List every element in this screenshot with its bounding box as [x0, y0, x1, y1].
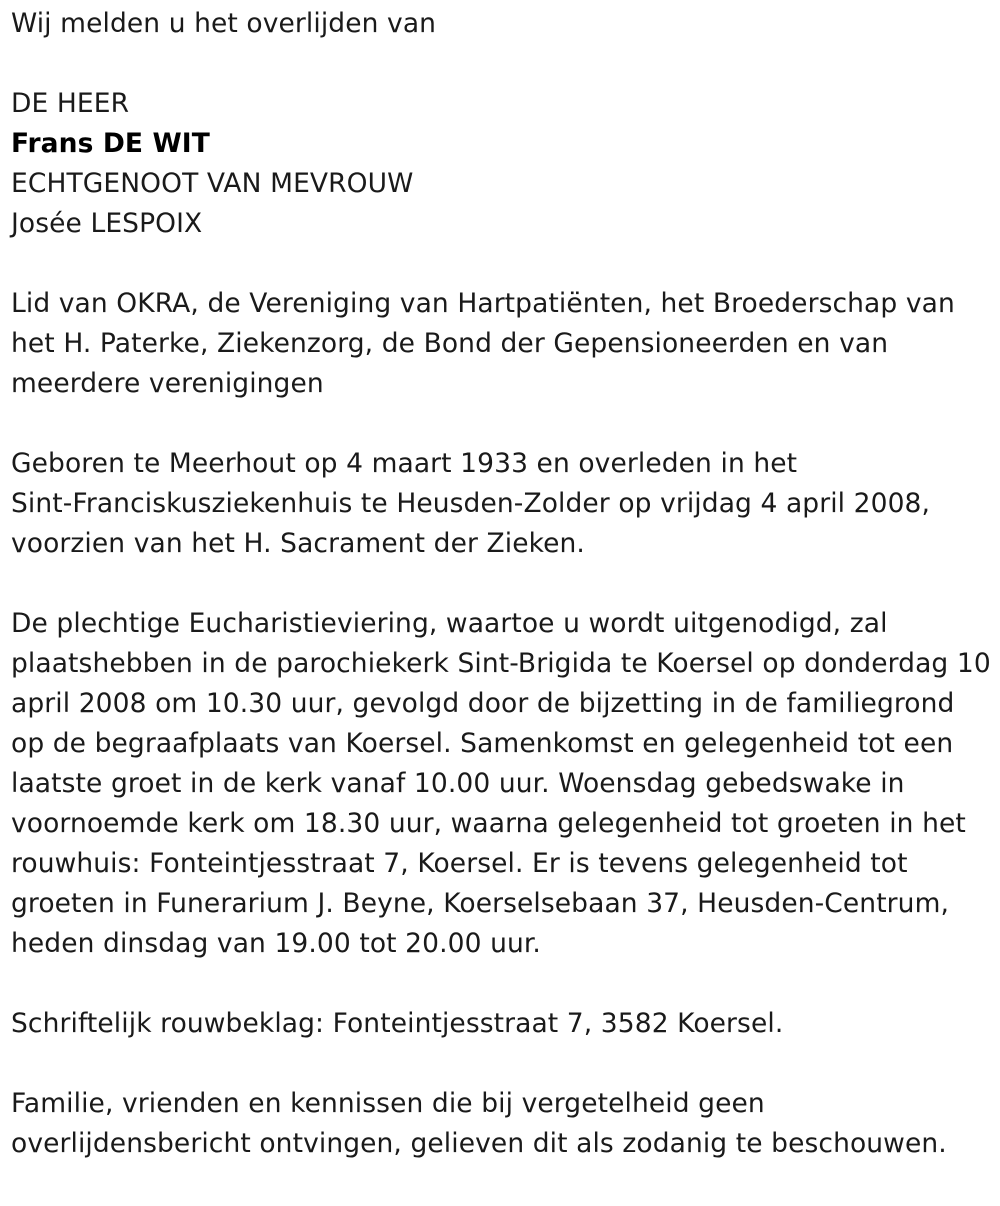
spacer [11, 244, 991, 284]
paragraph-line: Sint-Franciskusziekenhuis te Heusden-Zolder op vrijdag 4 april 2008, [11, 488, 931, 519]
paragraph-line: groeten in Funerarium J. Beyne, Koerselsebaan 37, Heusden-Centrum, [11, 888, 950, 919]
paragraph-line: Schriftelijk rouwbeklag: Fonteintjesstraat 7, 3582 Koersel. [11, 1008, 784, 1039]
paragraph-line: overlijdensbericht ontvingen, gelieven dit als zodanig te beschouwen. [11, 1128, 947, 1159]
paragraph-line: het H. Paterke, Ziekenzorg, de Bond der Gepensioneerden en van [11, 328, 889, 359]
paragraph-line: Familie, vrienden en kennissen die bij vergetelheid geen [11, 1088, 765, 1119]
paragraph-line: Lid van OKRA, de Vereniging van Hartpatiënten, het Broederschap van [11, 288, 955, 319]
spacer [11, 964, 991, 1004]
paragraph-line: De plechtige Eucharistieviering, waartoe u wordt uitgenodigd, zal [11, 608, 888, 639]
paragraph-line: Geboren te Meerhout op 4 maart 1933 en overleden in het [11, 448, 798, 479]
title-prefix: DE HEER [11, 88, 130, 119]
paragraph-line: plaatshebben in de parochiekerk Sint-Brigida te Koersel op donderdag 10 [11, 648, 991, 679]
paragraph-line: op de begraafplaats van Koersel. Samenkomst en gelegenheid tot een [11, 728, 954, 759]
paragraph-line: voornoemde kerk om 18.30 uur, waarna gelegenheid tot groeten in het [11, 808, 966, 839]
birth-death-paragraph [11, 444, 991, 564]
paragraph-line: laatste groet in de kerk vanaf 10.00 uur. Woensdag gebedswake in [11, 768, 905, 799]
paragraph-line: april 2008 om 10.30 uur, gevolgd door de bijzetting in de familiegrond [11, 688, 955, 719]
paragraph-line: voorzien van het H. Sacrament der Zieken. [11, 528, 585, 559]
spacer [11, 404, 991, 444]
paragraph-line: meerdere verenigingen [11, 368, 324, 399]
spacer [11, 1044, 991, 1084]
spouse-label: ECHTGENOOT VAN MEVROUW [11, 168, 414, 199]
spacer [11, 44, 991, 84]
death-notice [11, 4, 991, 1164]
paragraph-line: heden dinsdag van 19.00 tot 20.00 uur. [11, 928, 541, 959]
paragraph-line: rouwhuis: Fonteintjesstraat 7, Koersel. Er is tevens gelegenheid tot [11, 848, 908, 879]
intro-text: Wij melden u het overlijden van [11, 8, 437, 39]
ceremony-paragraph [11, 604, 991, 964]
closing-paragraph [11, 1084, 991, 1164]
condolences-paragraph [11, 1004, 991, 1044]
membership-paragraph [11, 284, 991, 404]
spacer [11, 564, 991, 604]
spouse-name: Josée LESPOIX [11, 208, 203, 239]
deceased-name: Frans DE WIT [11, 128, 210, 159]
